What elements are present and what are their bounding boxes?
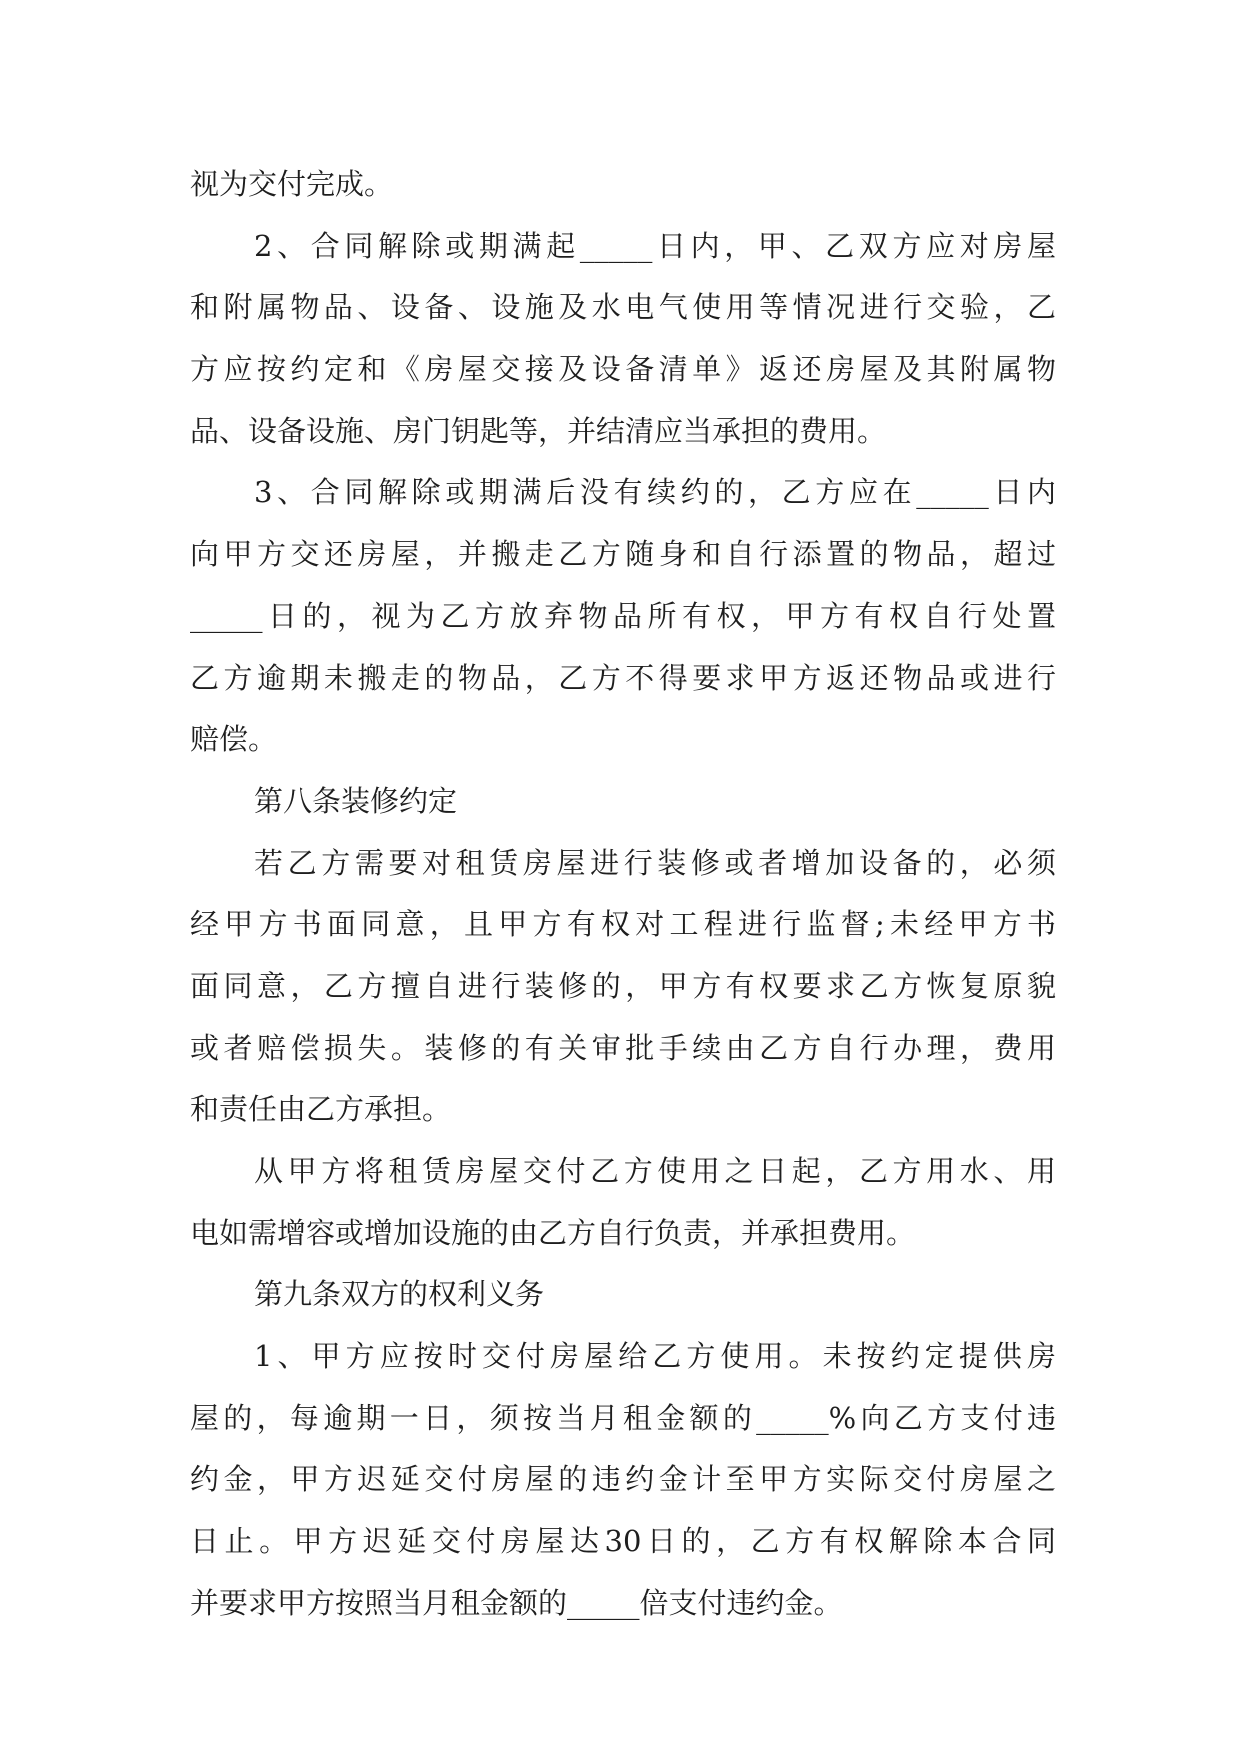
text-line: _____日的，视为乙方放弃物品所有权，甲方有权自行处置 <box>190 598 1056 633</box>
section-heading-9: 第九条双方的权利义务 <box>254 1277 545 1312</box>
document-page <box>190 154 1056 1635</box>
text-line: 1、甲方应按时交付房屋给乙方使用。未按约定提供房 <box>254 1339 1056 1374</box>
text-line: 面同意，乙方擅自进行装修的，甲方有权要求乙方恢复原貌 <box>190 968 1056 1003</box>
text-line: 和责任由乙方承担。 <box>190 1092 452 1127</box>
text-line: 视为交付完成。 <box>190 167 394 201</box>
text-line: 经甲方书面同意，且甲方有权对工程进行监督;未经甲方书 <box>190 907 1056 942</box>
text-line: 品、设备设施、房门钥匙等，并结清应当承担的费用。 <box>190 413 887 448</box>
text-line: 乙方逾期未搬走的物品，乙方不得要求甲方返还物品或进行 <box>190 660 1056 695</box>
section-heading-8: 第八条装修约定 <box>254 783 458 818</box>
text-line: 和附属物品、设备、设施及水电气使用等情况进行交验，乙 <box>190 290 1056 325</box>
text-line: 若乙方需要对租赁房屋进行装修或者增加设备的，必须 <box>254 845 1056 880</box>
text-line: 方应按约定和《房屋交接及设备清单》返还房屋及其附属物 <box>190 352 1056 387</box>
text-line: 从甲方将租赁房屋交付乙方使用之日起，乙方用水、用 <box>254 1154 1056 1188</box>
text-line: 或者赔偿损失。装修的有关审批手续由乙方自行办理，费用 <box>190 1030 1056 1065</box>
text-line: 2、合同解除或期满起_____日内，甲、乙双方应对房屋 <box>254 228 1056 263</box>
text-line: 并要求甲方按照当月租金额的_____倍支付违约金。 <box>190 1585 843 1620</box>
text-line: 赔偿。 <box>190 722 278 757</box>
text-line: 屋的，每逾期一日，须按当月租金额的_____%向乙方支付违 <box>190 1400 1056 1435</box>
text-line: 日止。甲方迟延交付房屋达30日的，乙方有权解除本合同 <box>190 1524 1056 1559</box>
text-line: 向甲方交还房屋，并搬走乙方随身和自行添置的物品，超过 <box>190 537 1056 572</box>
text-line: 约金，甲方迟延交付房屋的违约金计至甲方实际交付房屋之 <box>190 1462 1056 1497</box>
text-line: 3、合同解除或期满后没有续约的，乙方应在_____日内 <box>254 475 1056 510</box>
text-line: 电如需增容或增加设施的由乙方自行负责，并承担费用。 <box>190 1215 916 1250</box>
